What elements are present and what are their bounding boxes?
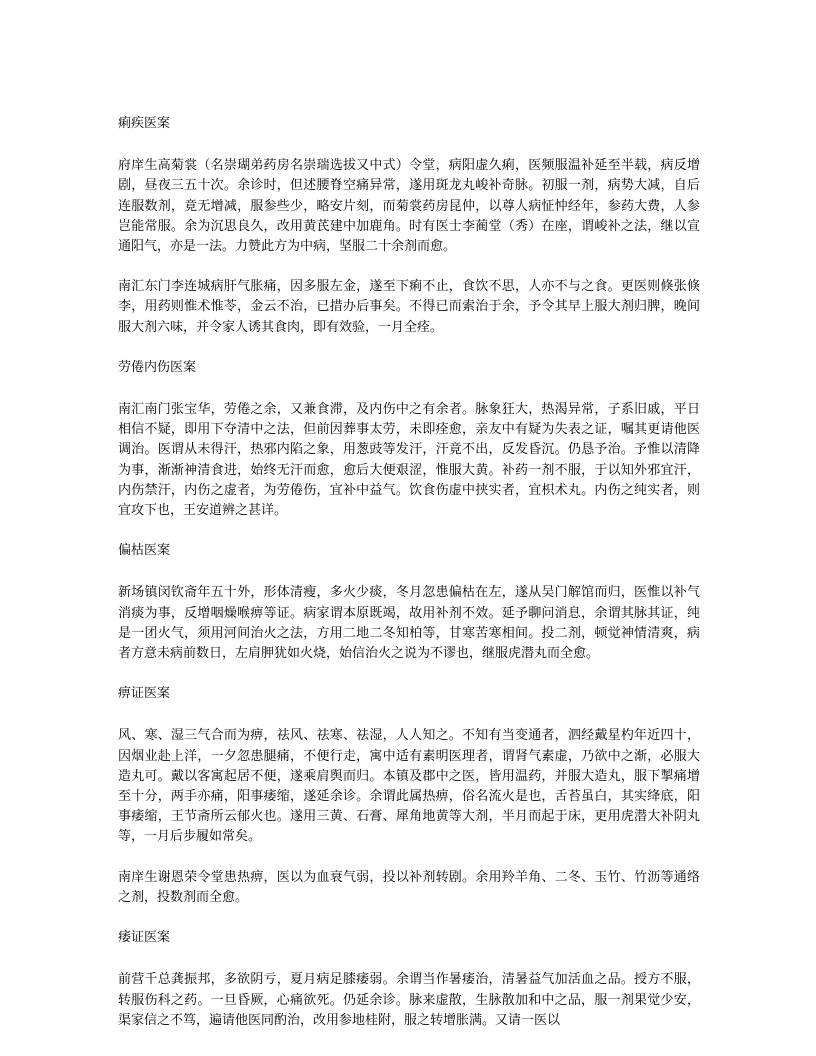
- section-title: 劳倦内伤医案: [118, 359, 197, 375]
- section-title: 痢疾医案: [118, 116, 171, 131]
- section-hemiplegia: [118, 541, 700, 664]
- case-paragraph: 府庠生高菊裳（名崇瑚弟药房名崇瑞选拔又中式）令堂，病阳虚久痢，医频服温补延至半载，病反增剧，昼夜三五十次。余诊时，但述腰脊空痛异常，遂用斑龙丸峻补奇脉。初服一剂，病势大减，自后连服数剂，竟无增减，服参些少，略安片刻，而菊裳药房昆仲，以尊人病怔忡经年，参药大费，人参岂能常服。余为沉思良久，改用黄芪建中加鹿角。时有医士李蔺堂（秀）在座，谓峻补之法，继以宣通阳气，亦是一法。力赞此方为中病，坚服二十余剂而愈。: [118, 158, 700, 255]
- case-paragraph: 南庠生谢恩荣令堂患热痹，医以为血衰气弱，投以补剂转剧。余用羚羊角、二冬、玉竹、竹沥等通络之剂，投数剂而全愈。: [118, 869, 700, 905]
- document-page: [118, 114, 700, 1051]
- section-title: 痿证医案: [118, 930, 171, 946]
- case-paragraph: 南汇东门李连城病肝气胀痛，因多服左金，遂至下痢不止，食饮不思，人亦不与之食。更医则倏张倏李，用药则惟术惟苓，金云不治，已措办后事矣。不得已而索治于余，予令其早上服大剂归脾，晚间服大剂六味，并令家人诱其食肉，即有效验，一月全痊。: [118, 279, 700, 335]
- case-paragraph: 风、寒、湿三气合而为痹，祛风、祛寒、祛湿，人人知之。不知有当变通者，泗经戴星杓年近四十，因烟业赴上洋，一夕忽患腿痛，不便行走，寓中适有素明医理者，谓肾气素虚，乃欲中之渐，必服大造丸可。戴以客寓起居不便，遂乘肩舆而归。本镇及郡中之医，皆用温药，并服大造丸，服下掣痛增至十分，两手亦痛，阳事痿缩，遂延余诊。余谓此属热痹，俗名流火是也，舌苔虽白，其实绛底，阳事痿缩，王节斋所云郁火也。遂用三黄、石膏、犀角地黄等大剂，半月而起于床，更用虎潜大补阴丸等，一月后步履如常矣。: [118, 728, 700, 845]
- section-fatigue-internal-injury: [118, 358, 700, 521]
- section-title: 痹证医案: [118, 686, 171, 702]
- section-title: 偏枯医案: [118, 543, 171, 559]
- section-bi-syndrome: [118, 684, 700, 908]
- case-paragraph: 新场镇闵钦斋年五十外，形体清瘦，多火少痰，冬月忽患偏枯在左，遂从吴门解馆而归，医惟以补气消痰为事，反增咽燥喉痹等证。病家谓本原既竭，故用补剂不效。延予聊问消息，余谓其脉其证，纯是一团火气，须用河间治火之法，方用二地二冬知柏等，甘寒苦寒相间。投二剂，顿觉神情清爽，病者方意未病前数日，左肩胛犹如火烧，始信治火之说为不谬也，继服虎潜丸而全愈。: [118, 585, 700, 662]
- section-dysentery: [118, 114, 700, 338]
- case-paragraph: 南汇南门张宝华，劳倦之余，又兼食滞，及内伤中之有余者。脉象狂大，热渴异常，子系旧戚，平日相信不疑，即用下夺清中之法，但前因葬事太劳，未即痊愈，亲友中有疑为失表之证，嘱其更请他医调治。医谓从未得汗，热邪内陷之象，用葱豉等发汗，汗竟不出，反发昏沉。仍恳予治。予惟以清降为事，渐渐神清食进，始终无汗而愈，愈后大便艰涩，惟服大黄。补药一剂不服，于以知外邪宜汗，内伤禁汗，内伤之虚者，为劳倦伤，宜补中益气。饮食伤虚中挟实者，宜枳术丸。内伤之纯实者，则宜攻下也，王安道辨之甚详。: [118, 402, 700, 519]
- section-wei-syndrome: [118, 928, 700, 1031]
- case-paragraph: 前营千总龚振邦，多欲阴亏，夏月病足膝痿弱。余谓当作暑痿治，清暑益气加活血之品。授方不服，转服伤科之药。一旦昏厥，心痛欲死。仍延余诊。脉来虚散，生脉散加和中之品，服一剂果觉少安，渠家信之不笃，遍请他医同酌治，改用参地桂附，服之转增胀满。又请一医以: [118, 972, 700, 1028]
